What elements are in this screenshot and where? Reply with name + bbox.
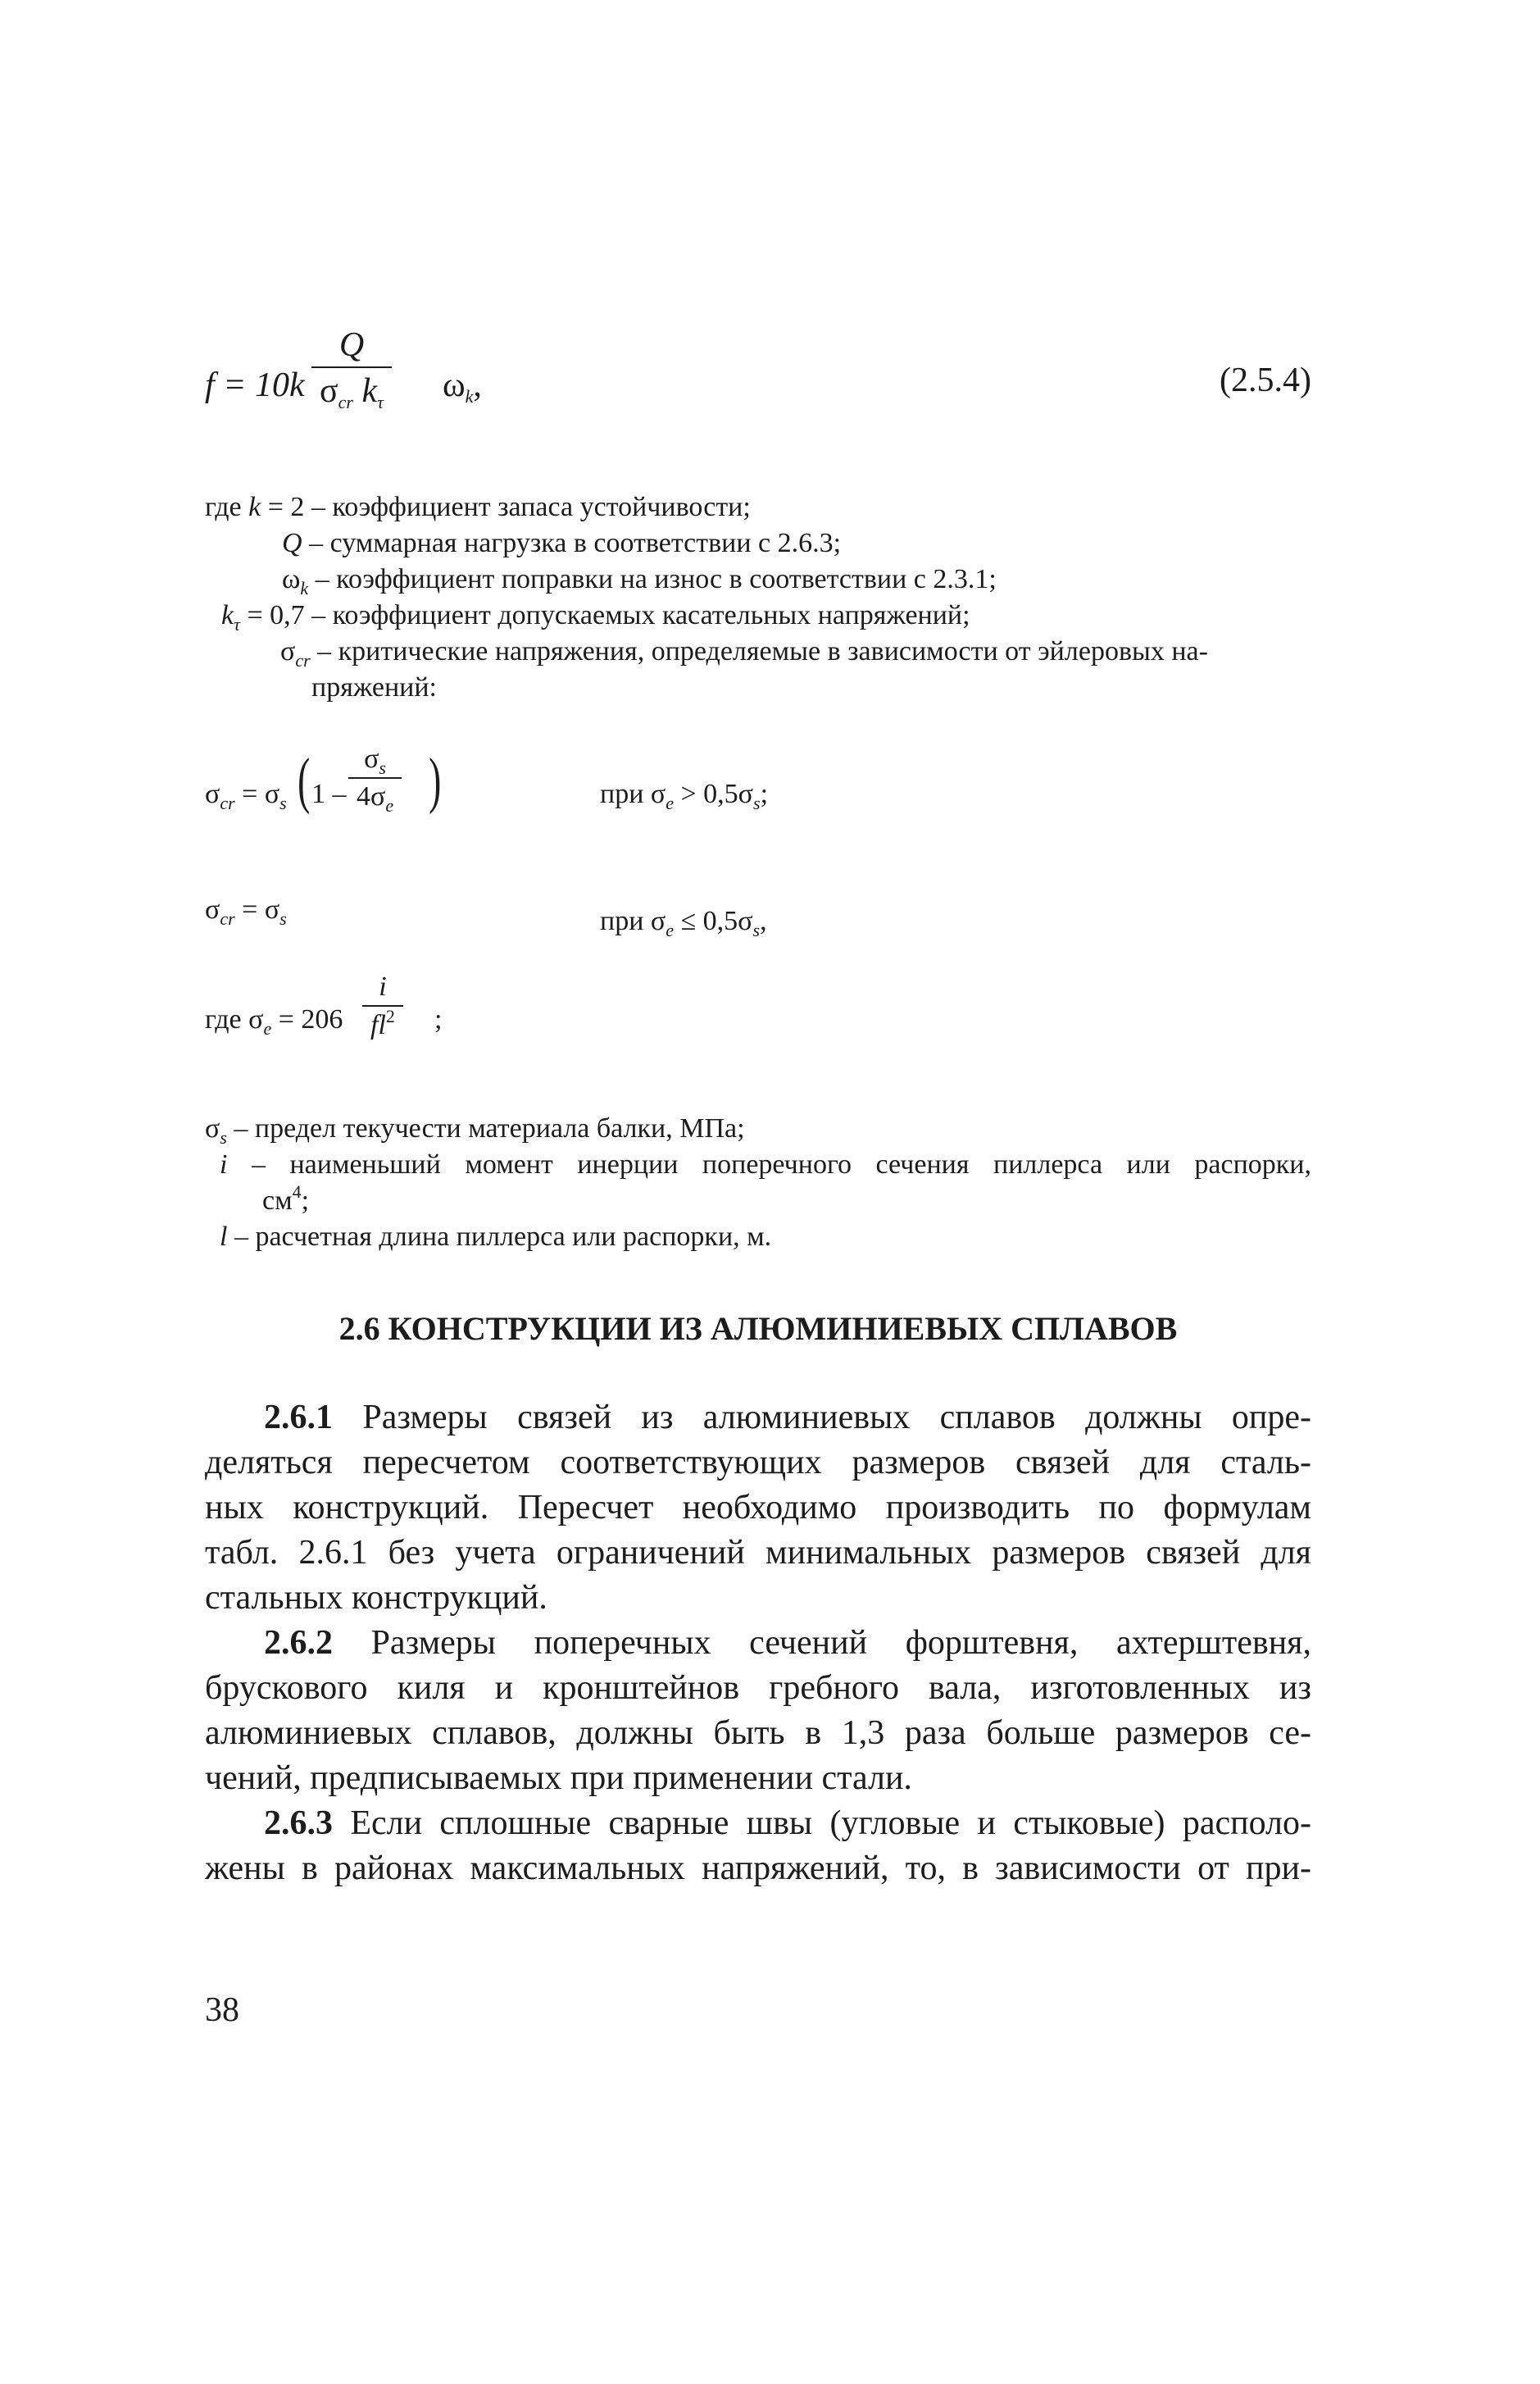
formula-2-5-4 (205, 324, 1311, 447)
def-i: i – наименьший момент инерции поперечного сечения пиллерса или распорки, (220, 1149, 1311, 1180)
paragraph-number: 2.6.3 (264, 1804, 333, 1842)
where-line-omega: $\omega_k$ – коэффициент поправки на износ в соответствии с 2.3.1; (282, 564, 997, 598)
formula-fraction (311, 324, 392, 414)
def-l: l – расчетная длина пиллерса или распорки, м. (220, 1222, 772, 1252)
fraction-numerator: Q (338, 326, 365, 364)
where-continuation: пряжений: (311, 672, 437, 703)
case1-fraction-num: $\sigma_s$ (364, 744, 386, 778)
paragraph-number: 2.6.1 (264, 1399, 333, 1436)
case1-fraction (348, 741, 402, 815)
page-number: 38 (205, 1991, 239, 2029)
sigma-e-lhs: где $\sigma_e = 206$ (205, 1004, 343, 1039)
case2-formula (205, 885, 1311, 940)
sigma-e-tail: ; (434, 1004, 443, 1035)
paragraph-number: 2.6.2 (264, 1624, 333, 1662)
formula-number: (2.5.4) (1220, 362, 1311, 399)
where-line-ktau: $k_\tau = 0,7$ – коэффициент допускаемых касательных напряжений; (221, 600, 970, 635)
paragraph-2-6-2: 2.6.2 Размеры поперечных сечений форштевня, ахтерштевня, брускового киля и кронштейнов гребного вала, изготовленных из алюминиевых сплавов, должны быть в 1,3 раза больше размеров се- чений, предписываемых при применении стали. (205, 1624, 1311, 1797)
case1-fraction-den: $4\sigma_e$ (348, 777, 402, 815)
paragraph-2-6-3: 2.6.3 Если сплошные сварные швы (угловые и стыковые) располо- жены в районах максимальных напряжений, то, в зависимости от при- (205, 1804, 1311, 1887)
right-bracket: ) (429, 746, 442, 815)
formula-lhs: f = 10k (205, 366, 305, 404)
sigma-e-fraction: $\frac{i}{fl^2}$ (362, 969, 403, 1044)
case1-formula (205, 738, 1311, 861)
case2-lhs: $\sigma_{cr} = \sigma_s$ (205, 894, 287, 929)
case2-condition: при $\sigma_e \le 0,5\sigma_s$, (600, 906, 767, 940)
where-line-q: Q – суммарная нагрузка в соответствии с 2.6.3; (282, 528, 842, 558)
case1-one-minus: 1 – (311, 779, 347, 809)
def-i-cont: $см^4$; (262, 1181, 310, 1216)
left-bracket: ( (298, 746, 311, 815)
where-line-sigma-cr: $\sigma_{cr}$ – критические напряжения, определяемые в зависимости от эйлеровых на- (280, 636, 1208, 671)
section-heading: 2.6 КОНСТРУКЦИИ ИЗ АЛЮМИНИЕВЫХ СПЛАВОВ (338, 1310, 1178, 1347)
sigma-e-formula (205, 969, 697, 1067)
fraction-denominator: $\sigma_{cr}$ $k_\tau$ (311, 366, 392, 414)
def-sigma-s: $\sigma_s$ – предел текучести материала балки, МПа; (205, 1113, 745, 1148)
paragraph-2-6-1: 2.6.1 Размеры связей из алюминиевых сплавов должны опре- деляться пересчетом соответствующих размеров связей для сталь- ных конструкций. Пересчет необходимо производить по формулам табл. 2.6.1 без учета ограничений минимальных размеров связей для стальных конструкций. (205, 1399, 1311, 1617)
case1-lhs: $\sigma_{cr} = \sigma_s$ (205, 779, 287, 813)
where-line-k: где k = 2 – коэффициент запаса устойчивости; (205, 492, 751, 522)
formula-omega: $\omega_k$, (443, 366, 482, 407)
case1-condition: при $\sigma_e > 0,5\sigma_s$; (600, 779, 769, 813)
